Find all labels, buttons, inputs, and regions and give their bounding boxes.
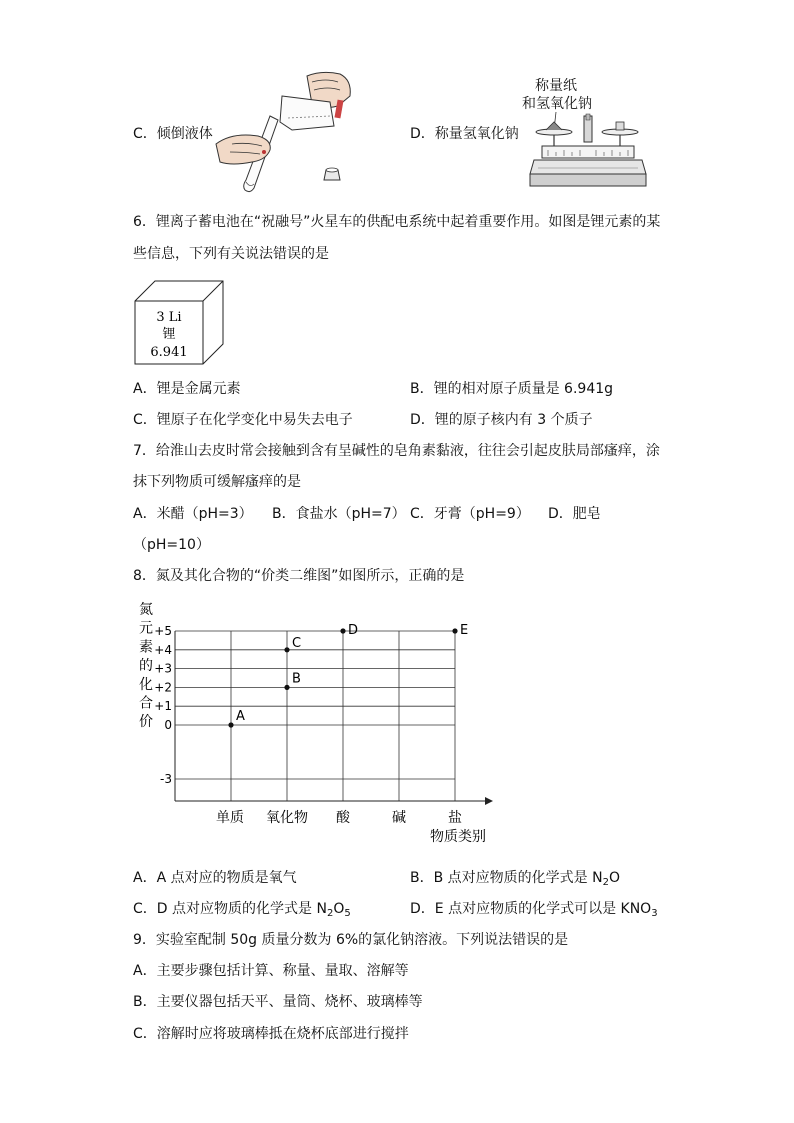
q9-option-a: A．主要步骤包括计算、称量、量取、溶解等 bbox=[133, 963, 409, 979]
q6-option-b: B．锂的相对原子质量是 6.941g bbox=[410, 381, 614, 397]
x-tick-label: 碱 bbox=[392, 810, 406, 826]
x-tick-label: 盐 bbox=[448, 810, 462, 826]
balance-scale-illustration bbox=[528, 112, 648, 192]
point-d bbox=[340, 628, 345, 633]
element-name: 锂 bbox=[162, 327, 176, 342]
chart-grid bbox=[175, 631, 455, 801]
q9-stem: 9．实验室配制 50g 质量分数为 6%的氯化钠溶液。下列说法错误的是 bbox=[133, 932, 569, 948]
q8-option-b: B．B 点对应物质的化学式是 $N_2O$ bbox=[410, 870, 620, 888]
y-label-char: 素 bbox=[139, 639, 153, 656]
y-label-char: 元 bbox=[139, 620, 153, 637]
data-points bbox=[228, 623, 468, 728]
q7-option-d-cont: （pH=10） bbox=[133, 537, 210, 553]
pouring-liquid-illustration bbox=[212, 66, 362, 194]
y-tick-label: -3 bbox=[160, 772, 172, 786]
y-tick-labels bbox=[154, 624, 172, 786]
q8-option-c: C．D 点对应物质的化学式是 $N_2O_5$ bbox=[133, 901, 351, 919]
q7-option-d: D．肥皂 bbox=[548, 506, 601, 522]
q8-option-a: A．A 点对应的物质是氧气 bbox=[133, 870, 297, 886]
scale-label-line2: 和氢氧化钠 bbox=[522, 96, 592, 112]
x-tick-label: 单质 bbox=[216, 810, 244, 826]
point-label: A bbox=[236, 709, 245, 724]
point-label: D bbox=[348, 623, 359, 638]
point-b bbox=[284, 685, 289, 690]
point-label: B bbox=[292, 671, 301, 687]
x-tick-labels bbox=[216, 809, 462, 826]
chart-axes bbox=[175, 631, 492, 801]
q6-stem-line1: 6．锂离子蓄电池在“祝融号”火星车的供配电系统中起着重要作用。如图是锂元素的某 bbox=[133, 214, 661, 230]
q9-option-c: C．溶解时应将玻璃棒抵在烧杯底部进行搅拌 bbox=[133, 1026, 409, 1042]
lithium-element-card bbox=[134, 280, 226, 366]
q6-option-a: A．锂是金属元素 bbox=[133, 381, 241, 397]
y-label-char: 的 bbox=[139, 658, 153, 675]
q7-option-c: C．牙膏（pH=9） bbox=[410, 506, 530, 522]
point-label: E bbox=[460, 623, 469, 638]
x-tick-label: 酸 bbox=[336, 810, 350, 826]
point-e bbox=[452, 628, 457, 633]
y-tick-label: +5 bbox=[154, 624, 172, 638]
y-tick-label: +4 bbox=[154, 642, 172, 657]
q6-stem-line2: 些信息，下列有关说法错误的是 bbox=[133, 246, 329, 262]
scale-label-line1: 称量纸 bbox=[535, 78, 577, 94]
y-tick-label: +1 bbox=[154, 699, 172, 714]
point-label: C bbox=[292, 635, 302, 651]
point-c bbox=[284, 647, 289, 652]
q7-stem-line2: 抹下列物质可缓解瘙痒的是 bbox=[133, 474, 301, 490]
q7-option-b: B．食盐水（pH=7） bbox=[272, 506, 406, 522]
q9-option-b: B．主要仪器包括天平、量筒、烧杯、玻璃棒等 bbox=[133, 994, 423, 1010]
q7-option-a: A．米醋（pH=3） bbox=[133, 506, 253, 522]
valence-class-chart bbox=[130, 596, 510, 852]
element-number-symbol: 3 Li bbox=[156, 310, 182, 325]
q8-stem: 8．氮及其化合物的“价类二维图”如图所示，正确的是 bbox=[133, 568, 465, 584]
y-axis-label bbox=[139, 602, 153, 730]
y-label-char: 氮 bbox=[139, 602, 153, 618]
x-tick-label: 氧化物 bbox=[266, 810, 308, 826]
q5-option-c: C．倾倒液体 bbox=[133, 126, 213, 142]
q6-option-d: D．锂的原子核内有 3 个质子 bbox=[410, 412, 593, 428]
y-tick-label: 0 bbox=[164, 718, 172, 732]
q6-option-c: C．锂原子在化学变化中易失去电子 bbox=[133, 412, 353, 428]
q5-option-d: D．称量氢氧化钠 bbox=[410, 126, 519, 142]
y-tick-label: +2 bbox=[154, 680, 172, 695]
y-tick-label: +3 bbox=[154, 661, 172, 676]
y-label-char: 合 bbox=[139, 695, 153, 712]
q7-stem-line1: 7．给淮山去皮时常会接触到含有呈碱性的皂角素黏液，往往会引起皮肤局部瘙痒，涂 bbox=[133, 443, 660, 459]
y-label-char: 化 bbox=[139, 676, 153, 693]
x-axis-label: 物质类别 bbox=[430, 829, 486, 845]
y-label-char: 价 bbox=[139, 714, 153, 731]
point-a bbox=[228, 722, 233, 727]
element-mass: 6.941 bbox=[150, 345, 188, 360]
q8-option-d: D．E 点对应物质的化学式可以是 $KNO_3$ bbox=[410, 901, 658, 919]
